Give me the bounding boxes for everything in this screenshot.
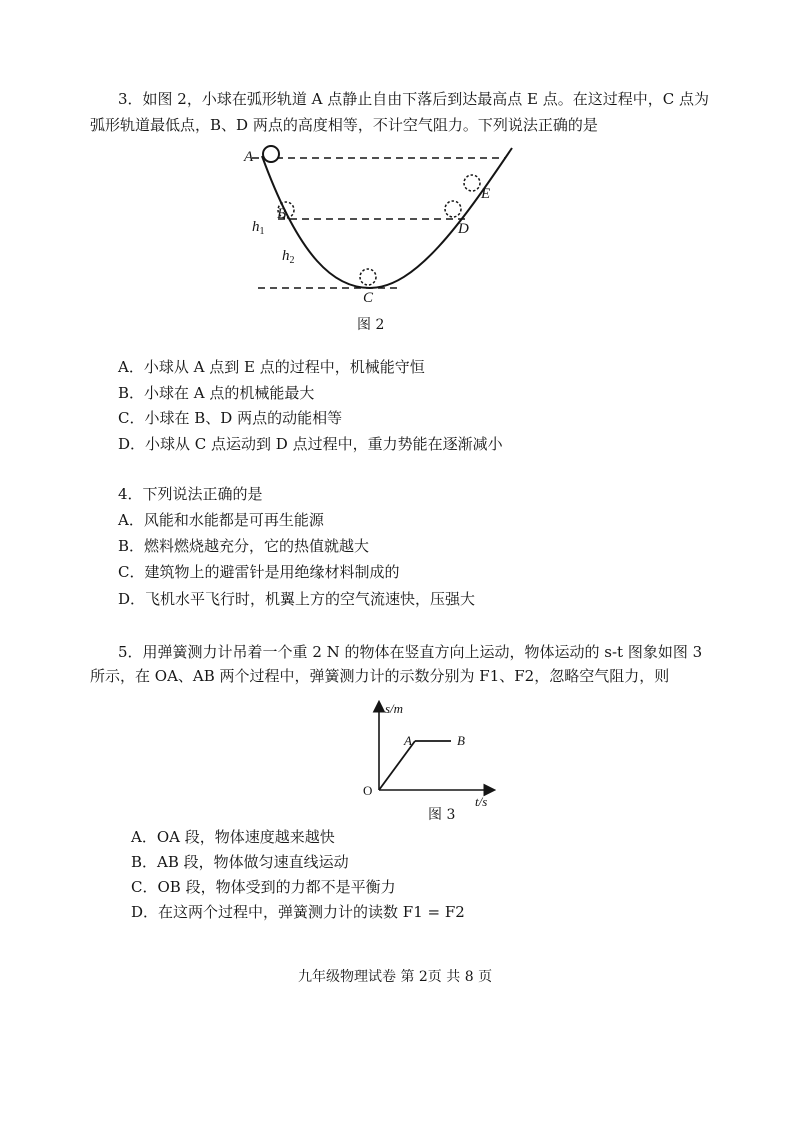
- ball-at-D: [445, 201, 461, 217]
- q5-st-graph: [355, 695, 505, 810]
- q4-option-b: B．燃料燃烧越充分，它的热值就越大: [118, 537, 370, 555]
- point-A-label: A: [404, 733, 412, 748]
- q3-figure: [230, 140, 530, 330]
- q4-option-d: D．飞机水平飞行时，机翼上方的空气流速快，压强大: [118, 590, 476, 608]
- q5-option-a: A．OA 段，物体速度越来越快: [131, 828, 335, 846]
- ball-at-C: [360, 269, 376, 285]
- q5-figure-caption: 图 3: [428, 807, 456, 823]
- y-axis-label: s/m: [385, 701, 404, 716]
- origin-label: O: [363, 783, 373, 798]
- label-A: A: [244, 149, 254, 165]
- q4-option-c: C．建筑物上的避雷针是用绝缘材料制成的: [118, 563, 400, 581]
- segment-OA: [379, 741, 415, 790]
- x-axis-label: t/s: [475, 794, 488, 809]
- q3-stem-line2: 弧形轨道最低点，B、D 两点的高度相等，不计空气阻力。下列说法正确的是: [90, 116, 598, 134]
- label-B: B: [277, 206, 287, 222]
- q5-option-b: B．AB 段，物体做匀速直线运动: [131, 853, 349, 871]
- q3-stem-line1: 3．如图 2，小球在弧形轨道 A 点静止自由下落后到达最高点 E 点。在这过程中，C 点为: [118, 90, 709, 108]
- q4-stem: 4．下列说法正确的是: [118, 485, 263, 503]
- ball-at-E: [464, 175, 480, 191]
- ball-at-A: [263, 146, 279, 162]
- q5-stem-line1: 5．用弹簧测力计吊着一个重 2 N 的物体在竖直方向上运动，物体运动的 s-t 图象如图 3: [118, 643, 703, 661]
- label-E: E: [481, 186, 491, 202]
- q4-option-a: A．风能和水能都是可再生能源: [118, 511, 324, 529]
- arc-track: [262, 148, 512, 288]
- label-h1: $h_1$: [252, 219, 265, 237]
- point-B-label: B: [457, 733, 465, 748]
- page-footer: 九年级物理试卷 第 2页 共 8 页: [298, 969, 493, 985]
- q3-option-b: B．小球在 A 点的机械能最大: [118, 384, 315, 402]
- q3-option-a: A．小球从 A 点到 E 点的过程中，机械能守恒: [118, 358, 425, 376]
- q5-stem-line2: 所示，在 OA、AB 两个过程中，弹簧测力计的示数分别为 F1、F2，忽略空气阻力，则: [90, 667, 670, 685]
- q5-option-c: C．OB 段，物体受到的力都不是平衡力: [131, 878, 396, 896]
- q5-option-d: D．在这两个过程中，弹簧测力计的读数 F1 = F2: [131, 903, 465, 921]
- q3-option-d: D．小球从 C 点运动到 D 点过程中，重力势能在逐渐减小: [118, 435, 503, 453]
- q3-option-c: C．小球在 B、D 两点的动能相等: [118, 409, 343, 427]
- q3-figure-caption: 图 2: [357, 317, 385, 333]
- label-h2: $h_2$: [282, 248, 295, 266]
- label-C: C: [363, 290, 374, 306]
- label-D: D: [458, 221, 469, 237]
